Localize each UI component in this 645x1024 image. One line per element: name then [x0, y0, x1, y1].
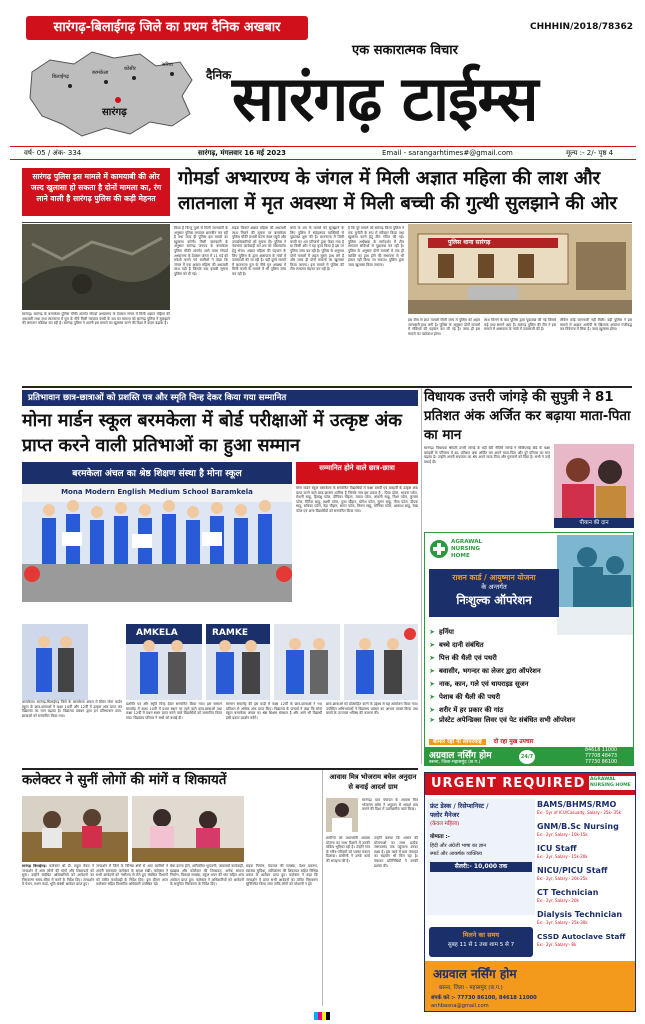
- hospital-footer-name: अग्रवाल नर्सिंग होम: [429, 751, 492, 761]
- region-banner: सारंगढ़-बिलाईगढ़ जिले का प्रथम दैनिक अखबार: [26, 16, 308, 40]
- urgent-required-banner: [425, 773, 636, 795]
- front-desk-line: हिंदी और अंग्रेजी भाषा का ज्ञान: [430, 843, 487, 849]
- position-item: [537, 931, 636, 953]
- photo-banner-text: बरमकेला अंचल का श्रेष्ठ शिक्षण संस्था है मोना स्कूल: [72, 469, 242, 479]
- jobs-footer-name: अग्रवाल नर्सिंग होम: [433, 967, 517, 981]
- service-item: ➤ बवासीर, भगन्दर का लेजर द्वारा ऑपरेशन: [429, 666, 541, 675]
- position-title: NICU/PICU Staff: [537, 866, 608, 875]
- lead-column-5: है कि पूरे मामले को सारंगढ़ जिला पुलिस ने एक चुनौती के रूप में स्वीकार किया तथा खुलासा करने हेतु टीम गठित की गई। पुलिस अधीक्षक के मार्गदर्शन में टीम लगातार संदिग्धों से पूछताछ कर रही है। पुलिस के अनुसार दोनों मामलों में एक ही व्यक्ति का हाथ होने की संभावना से भी इंकार नहीं किया जा सकता। पुलिस द्वारा जल्द खुलासा किया जाएगा।: [348, 226, 404, 267]
- position-detail: Ex:- 2yr, Salary:- 20k: [537, 898, 579, 903]
- position-title: ICU Staff: [537, 844, 577, 853]
- service-item: ➤ शरीर में हर प्रकार की गांठ: [429, 705, 504, 714]
- position-title: GNM/B.Sc Nursing: [537, 822, 619, 831]
- hospital-footer: [425, 747, 634, 766]
- school-headline: मोना मार्डन स्कूल बरमकेला में बोर्ड परीक्षाओं में उत्कृष्ट अंक प्राप्त करने वाली प्रतिभाओं का हुआ सम्मान: [22, 410, 402, 456]
- slogan-a: बीमार रहो ना लापरवाह: [429, 739, 486, 745]
- school-award-photo: [22, 462, 292, 602]
- lead-column-3: सड़क किनारे अज्ञात महिला की अधजली लाश मिलने की सूचना पर बरमकेला पुलिस चौकी प्रभारी घटना स्थल पहुंचे और उच्चाधिकारियों को सूचना दी। पुलिस ने पंचनामा कार्यवाही कर शव को पोस्टमार्टम हेतु भेजा। अज्ञात महिला की पहचान के लिए पुलिस के द्वारा आसपास के गांवों में पतासाजी की जा रही है। वहीं दूसरे मामले में लातनाला पुल के नीचे मृत अवस्था में मिली बच्ची के मामले में भी पुलिस जांच कर रही है।: [232, 226, 286, 276]
- service-item: ➤ हर्निया: [429, 627, 454, 636]
- front-desk-line: स्मार्ट और आकर्षक व्यक्तित्व: [430, 851, 482, 857]
- hours-badge: 24/7: [519, 750, 535, 764]
- position-title: Dialysis Technician: [537, 910, 623, 919]
- position-title: CT Technician: [537, 888, 599, 897]
- banner-word: AMKELA: [136, 628, 178, 638]
- dainik-label: दैनिक: [206, 68, 232, 82]
- school-column-4: छात्र-छात्राओं को प्रोत्साहित करने के उद्देश्य से यह आयोजन किया गया। उपस्थित अभिभावकों ने विद्यालय प्रबंधन का आभार व्यक्त किया तथा बच्चों के उज्ज्वल भविष्य की कामना की।: [326, 702, 418, 716]
- position-item: [537, 865, 636, 887]
- small-story-column-2: ग्रामीणों को प्रधानमंत्री आवास योजना का लाभ दिलाने में उनकी सक्रिय भूमिका रही है। उन्होंने गांव के गरीब परिवारों को पक्का मकान दिलाया। ग्रामीणों ने उनके कार्य की सराहना की है।: [326, 836, 370, 863]
- map-place-label: सरिया: [162, 62, 173, 68]
- service-item: ➤ प्रोस्टेट अपेन्डिक्स लिवर एवं पेट संबंधित सभी ऑपरेशन: [429, 716, 575, 724]
- position-detail: Ex:- 3yr, Salary:- 25k-30k: [537, 920, 588, 925]
- lead-column-1: सारंगढ़। सारंगढ़ के बरमकेला पुलिस चौकी अंतर्गत गोमर्डा अभ्यारण्य के देवसरा जंगल में मिली अज्ञात महिला की अधजली लाश तथा लातनाला में पुल के नीचे मिली नवजात बच्ची के शव का मामला को सारंगढ़ पुलिस ने सुलझाने की लगातार कोशिश कर रही है। सारंगढ़ पुलिस ने अपनी इस मामले का खुलासा करने की दिशा में कदम बढ़ाया है।: [22, 312, 170, 326]
- front-desk-line: सैलरी:- 10,000 तक: [430, 862, 532, 872]
- map-place-label: बरमकेला: [92, 70, 109, 76]
- map-place-label: कोसीर: [124, 66, 136, 72]
- hospital-logo-text: AGRAWAL NURSING HOME: [451, 539, 483, 559]
- collector-photo-1: [22, 796, 128, 862]
- phone-2: 77708 48473: [585, 754, 618, 759]
- police-sign-text: पुलिस थाना सारंगढ़: [448, 239, 491, 246]
- position-detail: Ex:- 2yr, Salary:- 20k-25k: [537, 876, 588, 881]
- hospital-ad: [424, 532, 634, 766]
- map-place-label: बिलाईगढ़: [52, 74, 69, 80]
- lead-column-6: इस बीच से ज्ञात मामलों मिली जांच में पुलिस को अहम जानकारी हाथ लगी है। पुलिस के अनुसार दोनों मामलों में संदिग्धों की पहचान कर ली गई है। जल्द ही इस मामले का पर्दाफाश होगा।: [408, 318, 480, 336]
- slogan-bar: [429, 737, 629, 747]
- position-item: [537, 799, 636, 821]
- position-title: BAMS/BHMS/RMO: [537, 800, 617, 809]
- phone-1: 84618 11000: [585, 748, 618, 753]
- walk-in-time: सुबह 11 से 1 तथा शाम 5 से 7: [447, 942, 515, 948]
- jobs-footer-place: बसना, जिला - महासमुंद (छ.ग.): [439, 985, 503, 991]
- front-desk-line: फ्लोर मैनेजर: [430, 811, 460, 819]
- small-story-headline: आवास मित्र भोजराम बघेल अनुदान से बनाई आदर्श ग्राम: [329, 773, 417, 791]
- lead-headline: गोमर्डा अभ्यारण्य के जंगल में मिली अज्ञात महिला की लाश और लातनाला में मृत अवस्था में मिली बच्ची की गुत्थी सुलझाने की ओर: [178, 168, 618, 214]
- jobs-contact: संपर्क करे :- 77730 86100, 84618 11000: [431, 995, 537, 1001]
- school-column-3: सम्मान समारोह की इस कड़ी में कक्षा 12वीं के छात्र-छात्राओं ने 90 प्रतिशत से अधिक अंक प्राप्त किए। विद्यालय के प्राचार्य ने कहा कि मोना स्कूल बरमकेला अंचल का श्रेष्ठ शिक्षण संस्थान है और आगे भी विद्यार्थी इसी प्रकार प्रदर्शन करेंगे।: [226, 702, 322, 720]
- front-desk-line: योग्यता :-: [430, 834, 450, 840]
- service-item: ➤ नाक, कान, गले एवं थायराइड सूजन: [429, 679, 529, 688]
- position-item: [537, 843, 636, 865]
- event-photo-2: [126, 624, 202, 700]
- police-station-photo: [408, 224, 632, 314]
- position-detail: Ex:- 2yr, Salary:- 8k: [537, 942, 577, 947]
- event-photo-4: [274, 624, 340, 700]
- dateline-bar: [10, 146, 636, 160]
- service-item: ➤ बच्चे दानी संबंधित: [429, 640, 484, 649]
- lead-column-2: किया है किन्तु पुलो से मिली जानकारी के अनुसार पुलिस लगातार छानबीन कर रही है तथा जल्द ही पुलिस इस मामले का खुलासा करेगी। मिली जानकारी के अनुसार सारंगढ़ जनपद के बरमकेला पुलिस चौकी अंतर्गत आने वाला गोमर्डा अभ्यारण्य के देवसरा जंगल में 11 मई को मवेशी चराने गये ग्रामीणों ने देखा कि जंगल में एक अज्ञात महिला की अधजली लाश पड़ी है जिसके बाद इसकी सूचना पुलिस को दी गई।: [174, 226, 228, 276]
- positions-list: [537, 799, 636, 953]
- scheme-box: [429, 569, 559, 617]
- position-item: [537, 887, 636, 909]
- masthead: [0, 0, 645, 146]
- paper-name: सारंगढ़ टाईम्स: [232, 62, 538, 135]
- position-detail: Ex:- 2yr, Salary:- 15k-20k: [537, 854, 588, 859]
- issue-number: वर्ष- 05 / अंक- 334: [24, 149, 82, 157]
- front-desk-box: [427, 799, 535, 915]
- small-story-column-1: सारंगढ़। ग्राम पंचायत के आवास मित्र भोजराम बघेल ने अनुदान से आदर्श ग्राम बनाने की दिशा में उल्लेखनीय कार्य किया।: [362, 798, 418, 812]
- position-detail: Ex:- 2yr, Salary:- 10k-15k: [537, 832, 588, 837]
- lead-column-8: लेकिन कोई जानकारी नहीं मिली। वहीं पुलिस ने इस मामले में अज्ञात आरोपी के खिलाफ अपराध पंजीबद्ध कर विवेचना में लिया है। जल्द खुलासा होगा।: [560, 318, 632, 332]
- small-story-column-3: उन्होंने बताया कि शासन की योजनाओं का लाभ प्रत्येक जरूरतमंद तक पहुंचाना उनका लक्ष्य है। इस कार्य में ग्राम पंचायत का सहयोग भी मिल रहा है। पंचायत प्रतिनिधियों ने उनकी प्रशंसा की।: [374, 836, 418, 868]
- surgery-photo: [557, 535, 633, 635]
- collector-column-2: जनदर्शन में जिले के विभिन्न क्षेत्रों से आए ग्रामीणों ने अपनी समस्याएं कलेक्टर के समक्ष रखीं। कलेक्टर ने सभी आवेदनों को गंभीरता से लेते हुए संबंधित विभागों को त्वरित कार्यवाही के निर्देश दिए। इस दौरान अपर कलेक्टर सहित विभागीय अधिकारी उपस्थित रहे।: [96, 864, 168, 887]
- scheme-top: राशन कार्ड / आयुष्मान योजना: [452, 573, 536, 582]
- collector-column-3: बेचा करना होगे, अनियमित भुगतानी, जमावकों कार्यवाही, खाद्यान्न और फोटोकर की शिकायत, अनेक समाज निर्माण, विकास समस्या, स्कूल भवन की मांग सहित अन्य आवेदन प्राप्त हुए। कलेक्टर ने अधिकारियों को आवेदनों के समुचित निराकरण के निर्देश दिए।: [170, 864, 244, 887]
- students-list: मोना मार्डन स्कूल बरमकेला के सम्मानित विद्यार्थियों में कक्षा दसवीं एवं बारहवीं के उत्कृष्ट अंक प्राप्त करने वाले छात्र-छात्राएं शामिल हैं जिनके नाम इस प्रकार हैं - प्रिया पटेल, भावना पटेल, रोशनी साहू, हिमांशु पटेल, दीपिका चौहान, ममता पटेल, अंजली साहू, निशा पटेल, कुनाल पटेल, रितिक साहू, लक्ष्मी पटेल, पूजा चौहान, योगेश पटेल, सुमन साहू, गीता पटेल, दीपक साहू, राधिका पटेल, नेहा चौहान, सागर पटेल, किरण साहू, मोनिका पटेल, आकाश साहू, रेखा पटेल एवं अन्य विद्यार्थियों को सम्मानित किया गया।: [296, 486, 418, 513]
- column-rule: [322, 770, 323, 1006]
- scheme-main: निःशुल्क ऑपरेशन: [456, 593, 532, 607]
- phone-3: 77730 86100: [585, 760, 618, 765]
- print-mark: [314, 1012, 330, 1020]
- collector-column-4: सड़क निर्माण, पेयजल की समस्या, पेंशन प्रकरण, स्वास्थ्य सुविधा, अतिक्रमण की शिकायत सहित विभिन्न प्रकार के आवेदन प्राप्त हुए। कलेक्टर ने कहा कि जनदर्शन में प्राप्त सभी आवेदनों का त्वरित निराकरण सुनिश्चित किया जाए ताकि लोगों को परेशानी न हो।: [246, 864, 318, 887]
- slogan-b: दो रहा मुख उपचार: [493, 739, 534, 745]
- map-main-label: सारंगढ़: [102, 107, 127, 118]
- position-item: [537, 821, 636, 843]
- jobs-footer: [425, 961, 636, 1012]
- crime-scene-photo: [22, 224, 170, 310]
- right-badge: पीयान की दान: [554, 518, 634, 528]
- collector-column-1: सारंगढ़ बिलाईगढ़। कलेक्टर श्री डी. राहुल वेंकट ने जनदर्शन में आम लोगों की मांगों और शिकायतों को सुना। उन्होंने संबंधित अधिकारियों को आवेदनों का निराकरण समय-सीमा में करने के निर्देश दिए। जनदर्शन में पेंशन, राशन कार्ड, भूमि संबंधी आवेदन प्राप्त हुए।: [22, 864, 94, 887]
- position-detail: Ex:- 5yr of ICU/Casualty, Salary:- 25k- 35k: [537, 810, 621, 815]
- registration-number: CHHHIN/2018/78362: [530, 22, 634, 32]
- district-map: [22, 44, 208, 140]
- small-story-photo: [326, 798, 358, 832]
- hospital-logo: [429, 537, 493, 561]
- front-desk-line: (केवल महिला): [430, 821, 460, 827]
- collector-photo-2: [132, 796, 244, 862]
- position-title: CSSD Autoclave Staff: [537, 932, 626, 941]
- collector-headline: कलेक्टर ने सुनीं लोगों की मांगें व शिकायतें: [22, 773, 227, 788]
- lead-kicker: सारंगढ़ पुलिस इस मामले में कामयाबी की ओर जल्द खुलासा हो सकता है दोनों मामला का, रंग लाने वाली है सारंगढ़ पुलिस की कड़ी मेहनत: [22, 168, 170, 216]
- front-desk-line: फ्रंट डेस्क / रिसेप्शनिस्ट /: [430, 802, 489, 810]
- hospital-footer-place: बसना, जिला-महासमुंद (छ.ग.): [429, 760, 481, 765]
- scheme-mid: के अन्तर्गत: [481, 583, 507, 591]
- service-item: ➤ पित्त की थैली एवं पथरी: [429, 653, 497, 662]
- jobs-ad: [424, 772, 636, 1012]
- lead-column-4: बच्चे के शव के मामले को सुलझाने के लिए पुलिस ने संदेहास्पद व्यक्तियों से पूछताछ शुरू की है। लातनाला में मिली बच्ची का शव परिजनों द्वारा फेंका गया है या किसी और ने यह कृत्य किया है इस पर पुलिस जांच कर रही है। पुलिस के अनुसार दोनों मामलों में अहम सुराग हाथ लगे हैं और जल्द ही दोनों मामलों का खुलासा किया जाएगा। इस मामले में पुलिस की टीम लगातार मेहनत कर रही है।: [290, 226, 344, 272]
- mla-daughter-photo: [554, 444, 634, 520]
- event-photo-3: [206, 624, 270, 700]
- walk-in-label: मिलने का समय: [462, 931, 500, 939]
- tagline: एक सकारात्मक विचार: [352, 43, 458, 58]
- contact-email: Email - sarangarhtimes#@gmail.com: [382, 149, 513, 157]
- urgent-required-text: URGENT REQUIRED: [431, 776, 586, 791]
- felicitated-students-heading: सम्मानित होने वाले छात्र-छात्रा: [296, 462, 418, 484]
- jobs-email: anhbasna@gmail.com: [431, 1003, 489, 1009]
- column-rule: [421, 388, 422, 764]
- school-column-1: बरमकेला। सारंगढ़-बिलाईगढ़ जिले के बरमकेला अंचल में स्थित मोना मार्डन स्कूल के छात्र-छात्राओं ने कक्षा 10वीं और 12वीं में उत्कृष्ट अंक प्राप्त कर विद्यालय का मान बढ़ाया है। विद्यालय प्रबंधन द्वारा इन प्रतिभावान छात्र-छात्राओं को सम्मानित किया गया।: [22, 700, 122, 718]
- service-item: ➤ पेशाब की थैली की पथरी: [429, 692, 501, 701]
- lead-column-7: लाश मिलने के बाद पुलिस द्वारा पूछताछ की गई जिसमें कई तथ्य सामने आए हैं। सारंगढ़ पुलिस की टीम ने इस मामले में आसपास के गांवों में पतासाजी की है।: [484, 318, 556, 332]
- school-column-2: प्रशस्ति पत्र और स्मृति चिन्ह देकर सम्मानित किया गया। इस सम्मान समारोह में कक्षा 10वीं में प्रथम स्थान पर रहने वाले छात्र-छात्राओं तथा कक्षा 12वीं में प्रथम स्थान प्राप्त करने वाले विद्यार्थियों को सम्मानित किया गया। विद्यालय परिवार ने सभी को बधाई दी।: [126, 702, 222, 720]
- school-kicker: प्रतिभावान छात्र-छात्राओं को प्रशस्ति पत्र और स्मृति चिन्ह देकर किया गया सम्मानित: [22, 390, 418, 406]
- right-story-body: सारंगढ़। विधायक श्रीमती उत्तरी जांगड़े के बड़ी बेटी नीतिमें जांगड़े ने सीबीएसई बोर्ड के कक्षा बारहवीं के परिणाम में 81 प्रतिशत अंक अर्जित कर अपने माता-पिता और पूरे परिवार का मान बढ़ाया है। उन्होंने अपनी सफलता का श्रेय अपने माता-पिता और गुरुजनों को दिया है। सभी ने उन्हें बधाई दी।: [424, 446, 550, 464]
- position-item: [537, 909, 636, 931]
- walk-in-box: [429, 927, 533, 957]
- collector-dateline: सारंगढ़ बिलाईगढ़: [22, 864, 46, 868]
- event-photo-5: [344, 624, 418, 700]
- services-list: [425, 625, 634, 736]
- jobs-logo-text: AGRAWAL NURSING HOME: [589, 776, 635, 790]
- right-headline: विधायक उत्तरी जांगड़े की सुपुत्री ने 81 प्रतिशत अंक अर्जित कर बढ़ाया माता-पिता का मान: [424, 390, 631, 443]
- school-sign-text: Mona Modern English Medium School Baramkela: [61, 488, 253, 496]
- issue-date: सारंगढ़, मंगलवार 16 मई 2023: [198, 149, 286, 157]
- price: मूल्य :- 2/- पृष्ठ 4: [566, 149, 614, 157]
- banner-word: RAMKE: [212, 628, 248, 638]
